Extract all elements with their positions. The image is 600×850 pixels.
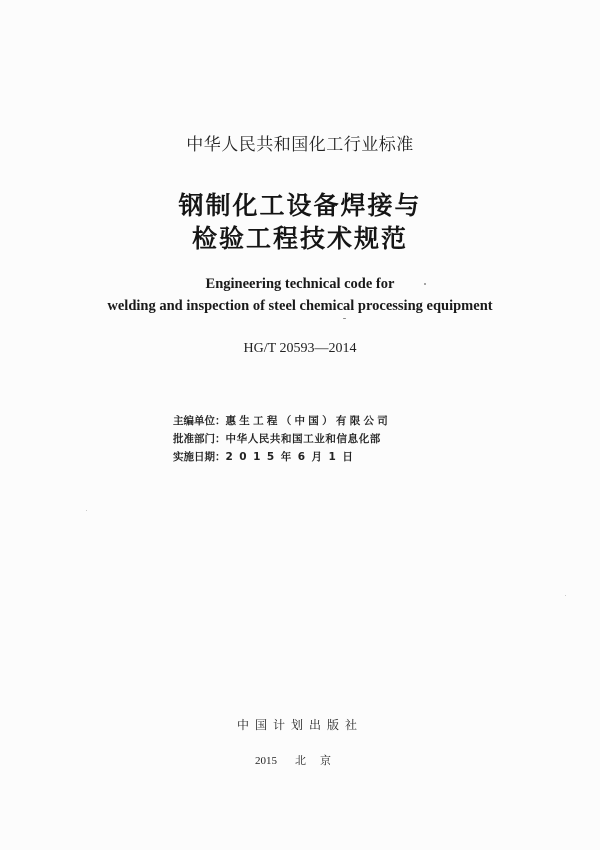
title-english-line-1: Engineering technical code for: [205, 276, 395, 292]
standard-number: HG/T 20593—2014: [243, 341, 357, 356]
scan-speck: [424, 283, 426, 285]
effective-date-value: 2015年6月1日: [225, 451, 360, 463]
scan-speck: [343, 318, 346, 319]
publisher-name: 中国计划出版社: [236, 718, 363, 732]
title-chinese: [0, 189, 600, 255]
editor-value: 惠生工程（中国）有限公司: [225, 415, 392, 427]
title-chinese-line-2: 检验工程技术规范: [191, 224, 408, 253]
scan-speck: [565, 595, 566, 596]
publication-year-city: [0, 752, 600, 768]
approver-row: [173, 430, 391, 448]
editor-row: [173, 412, 391, 430]
publication-year: 2015: [255, 755, 277, 767]
editor-label: 主编单位：: [173, 415, 226, 427]
approver-value: 中华人民共和国工业和信息化部: [225, 433, 381, 445]
title-chinese-line-1: 钢制化工设备焊接与: [178, 191, 422, 220]
title-english: [0, 273, 600, 317]
scan-speck: [86, 510, 87, 511]
publication-city: 北京: [295, 754, 345, 767]
standard-category: 中华人民共和国化工行业标准: [186, 135, 414, 155]
approver-label: 批准部门：: [173, 433, 226, 445]
publication-info: [173, 412, 391, 466]
title-english-line-2: welding and inspection of steel chemical processing equipment: [107, 298, 493, 314]
effective-date-row: [173, 448, 391, 466]
effective-date-label: 实施日期：: [173, 451, 226, 463]
